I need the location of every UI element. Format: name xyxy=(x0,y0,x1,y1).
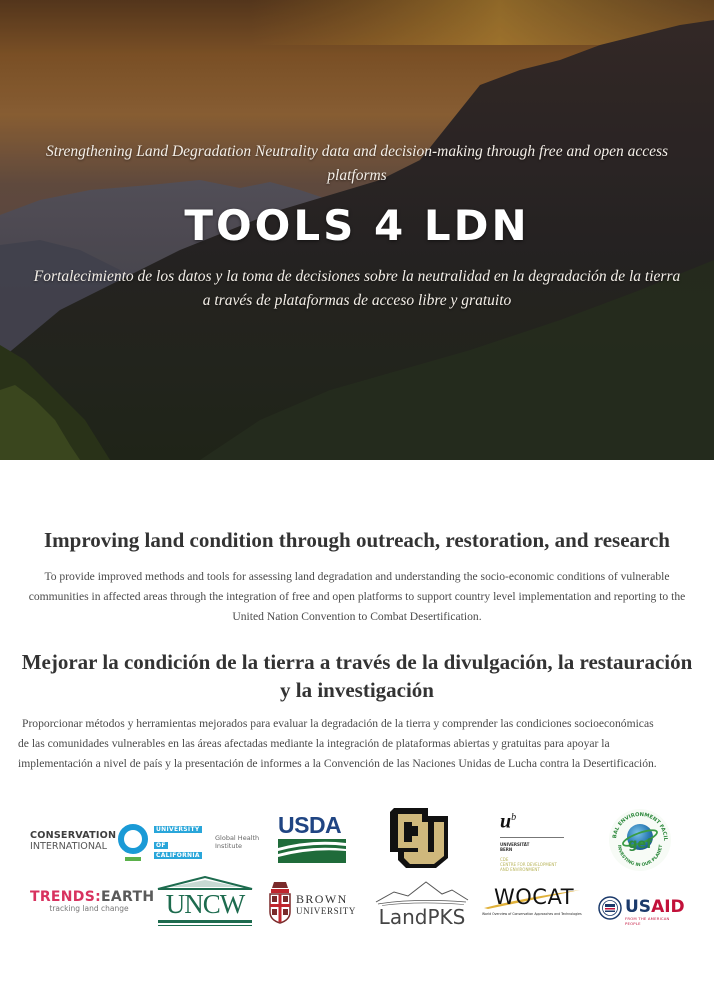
usaid-aid: AID xyxy=(651,897,685,917)
uncw-base-line xyxy=(158,925,252,926)
cu-monogram-icon xyxy=(388,806,454,870)
unibern-line5: AND ENVIRONMENT xyxy=(500,867,540,872)
section-heading-english: Improving land condition through outreach, restoration, and research xyxy=(44,528,670,552)
unibern-line1: UNIVERSITÄT xyxy=(500,842,530,847)
gef-ring-bottom: INVESTING IN OUR PLANET xyxy=(616,844,665,869)
trends-earth-logo[interactable] xyxy=(30,889,155,920)
section-body-spanish xyxy=(18,714,698,774)
uncw-base-line xyxy=(158,920,252,923)
hero-tagline-english: Strengthening Land Degradation Neutrality data and decision-making through free and open access platforms xyxy=(45,143,669,184)
uc-line1: UNIVERSITY xyxy=(154,826,202,833)
usaid-us: US xyxy=(625,897,652,917)
uncw-logo[interactable] xyxy=(156,876,254,928)
brown-line1: BROWN xyxy=(296,892,348,906)
section-body-english: To provide improved methods and tools for assessing land degradation and understanding the socio-economic conditions of vulnerable communities in affected areas through the integration of free and open platforms to support country level implementation and reporting to the United Nation Convention to Combat Desertification. xyxy=(28,570,686,623)
landpks-mountains-icon xyxy=(374,880,470,906)
usda-text: USDA xyxy=(278,812,342,838)
wocat-logo[interactable] xyxy=(482,886,582,920)
university-of-bern-logo[interactable] xyxy=(498,806,566,872)
trends-earth-sub: tracking land change xyxy=(49,904,129,913)
usaid-sub: FROM THE AMERICAN PEOPLE xyxy=(625,916,670,926)
cu-boulder-logo[interactable] xyxy=(388,806,454,870)
ci-bar-icon xyxy=(125,857,141,861)
unibern-sup: b xyxy=(511,812,517,823)
gef-logo[interactable] xyxy=(608,808,672,872)
unibern-line2: BERN xyxy=(500,847,513,852)
brown-line2: UNIVERSITY xyxy=(296,906,356,916)
section-body-spanish-line: implementación a nivel de país y la presentación de informes a la Convención de las Naciones Unidas de Lucha contra la Desertificación. xyxy=(18,757,657,770)
unibern-divider xyxy=(500,837,564,838)
ghi-line1: Global Health xyxy=(215,834,260,842)
hero-banner xyxy=(0,0,714,460)
ci-line2: INTERNATIONAL xyxy=(30,841,107,852)
landpks-text: LandPKS xyxy=(378,905,466,929)
ghi-line2: Institute xyxy=(215,842,242,850)
usaid-logo[interactable] xyxy=(598,896,685,926)
uncw-pediment-icon xyxy=(156,876,254,890)
hero-title: TOOLS 4 LDN xyxy=(184,201,530,250)
gef-name: gef xyxy=(628,837,652,852)
uc-line2: OF xyxy=(156,842,166,849)
brown-shield-icon xyxy=(268,880,292,924)
landpks-logo[interactable] xyxy=(374,880,470,928)
unibern-line4: CENTRE FOR DEVELOPMENT xyxy=(500,862,557,867)
uc-line3: CALIFORNIA xyxy=(156,852,200,859)
hero-tagline-spanish: Fortalecimiento de los datos y la toma de decisiones sobre la neutralidad en la degradación de la tierra a través de plataformas de acceso libre y gratuito xyxy=(33,268,681,309)
usda-field-icon xyxy=(278,839,346,863)
wocat-sub: World Overview of Conservation Approaches and Technologies xyxy=(482,912,582,916)
trends-earth-part2: EARTH xyxy=(101,889,155,905)
uc-global-health-logo[interactable] xyxy=(154,826,269,859)
brown-university-logo[interactable] xyxy=(268,880,360,926)
section-body-spanish-line: Proporcionar métodos y herramientas mejorados para evaluar la degradación de la tierra y comprender las condiciones socioeconómicas xyxy=(22,717,654,730)
ci-line1: CONSERVATION xyxy=(30,830,117,841)
wocat-text: WOCAT xyxy=(494,885,575,909)
gef-globe-icon xyxy=(608,808,672,872)
section-heading-spanish: Mejorar la condición de la tierra a través de la divulgación, la restauración y la investigación xyxy=(21,650,693,702)
conservation-international-logo[interactable] xyxy=(30,824,150,864)
unibern-mark: u xyxy=(500,810,512,833)
uncw-text: UNCW xyxy=(165,889,245,919)
unibern-line3: CDE xyxy=(500,857,509,862)
section-body-spanish-line: de las comunidades vulnerables en las áreas afectadas mediante la integración de plataformas abiertas y gratuitas para apoyar la xyxy=(18,737,610,750)
ci-ring-icon xyxy=(118,824,148,854)
trends-earth-sep: : xyxy=(95,889,102,905)
gef-ring-top: BAL ENVIRONMENT FACIL xyxy=(612,811,669,842)
usaid-seal-icon xyxy=(598,896,622,920)
trends-earth-part1: TRENDS xyxy=(30,889,96,905)
usda-logo[interactable] xyxy=(278,813,346,863)
